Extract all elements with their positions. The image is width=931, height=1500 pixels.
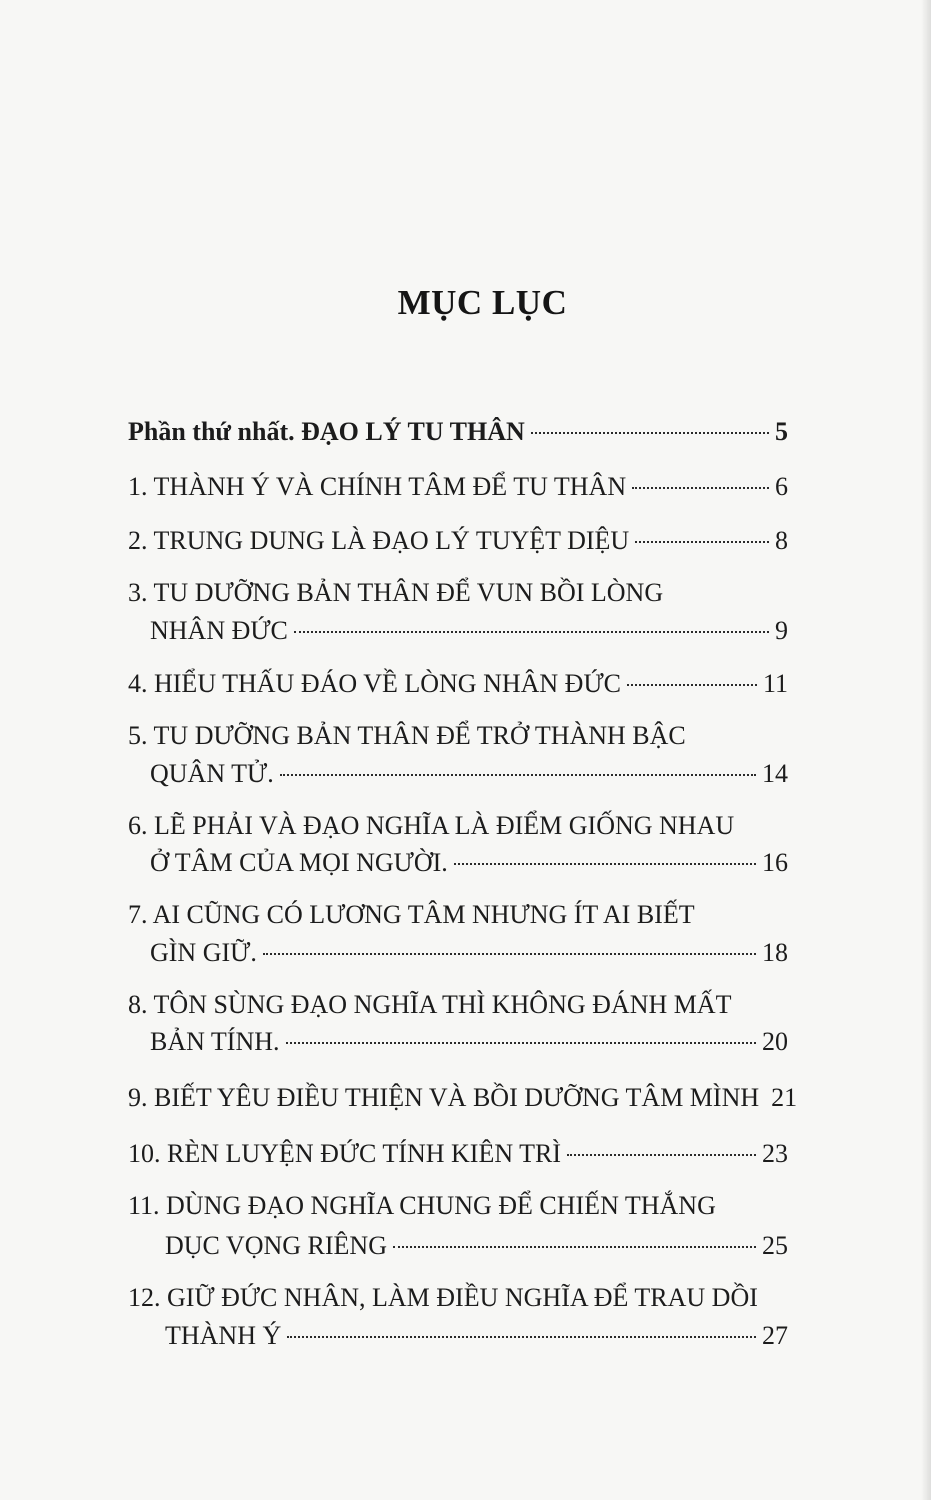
- dot-leader: [635, 541, 769, 543]
- toc-entry: [128, 1136, 788, 1172]
- toc-entry: [128, 666, 788, 702]
- toc-page-number: 27: [762, 1321, 788, 1350]
- dot-leader: [531, 432, 769, 434]
- toc-page-number: 21: [771, 1083, 798, 1112]
- toc-entry-title-line2: NHÂN ĐỨC: [150, 616, 288, 645]
- dot-leader: [393, 1246, 756, 1248]
- toc-entry-title-line1: 6. LẼ PHẢI VÀ ĐẠO NGHĨA LÀ ĐIỂM GIỐNG NHAU: [128, 811, 735, 840]
- toc-entry-title-line1: 11. DÙNG ĐẠO NGHĨA CHUNG ĐỂ CHIẾN THẮNG: [128, 1191, 716, 1220]
- toc-entry: [150, 935, 788, 971]
- toc-entry-title-line1: 3. TU DƯỠNG BẢN THÂN ĐỂ VUN BỒI LÒNG: [128, 578, 664, 607]
- toc-page-number: 8: [775, 526, 788, 555]
- toc-page-number: 6: [775, 472, 788, 501]
- toc-entry-title-line2: DỤC VỌNG RIÊNG: [165, 1231, 387, 1260]
- toc-page-number: 11: [762, 669, 788, 698]
- toc-entry-title: 1. THÀNH Ý VÀ CHÍNH TÂM ĐỂ TU THÂN: [128, 472, 627, 501]
- dot-leader: [263, 953, 756, 955]
- toc-entry-title-line2: THÀNH Ý: [165, 1321, 282, 1350]
- dot-leader: [632, 487, 769, 489]
- toc-entry: [128, 1080, 798, 1116]
- toc-page-number: 18: [762, 938, 788, 967]
- toc-page-number: 25: [762, 1231, 788, 1260]
- dot-leader: [294, 631, 769, 633]
- toc-part-heading: [128, 414, 788, 450]
- dot-leader: [287, 1336, 756, 1338]
- dot-leader: [567, 1154, 756, 1156]
- toc-entry-title-line2: QUÂN TỬ.: [150, 759, 274, 788]
- toc-page-number: 16: [762, 848, 788, 877]
- toc-entry: [128, 469, 788, 505]
- toc-entry-title-line1: 7. AI CŨNG CÓ LƯƠNG TÂM NHƯNG ÍT AI BIẾT: [128, 900, 695, 929]
- toc-entry: [150, 756, 788, 792]
- toc-entry: [150, 1024, 788, 1060]
- toc-part-label: Phần thứ nhất. ĐẠO LÝ TU THÂN: [128, 417, 525, 446]
- toc-entry: [165, 1318, 788, 1354]
- toc-entry: [165, 1228, 788, 1264]
- toc-entry-title: 10. RÈN LUYỆN ĐỨC TÍNH KIÊN TRÌ: [128, 1139, 562, 1168]
- toc-page-number: 23: [762, 1139, 788, 1168]
- toc-entry-title-line2: GÌN GIỮ.: [150, 938, 257, 967]
- toc-entry-title-line1: 5. TU DƯỠNG BẢN THÂN ĐỂ TRỞ THÀNH BẬC: [128, 721, 686, 750]
- dot-leader: [627, 684, 757, 686]
- toc-entry: [128, 523, 788, 559]
- toc-page-number: 20: [762, 1027, 788, 1056]
- dot-leader: [286, 1042, 756, 1044]
- toc-entry: [150, 613, 788, 649]
- toc-entry-title-line2: BẢN TÍNH.: [150, 1027, 280, 1056]
- toc-page-number: 9: [775, 616, 788, 645]
- toc-entry-title: 9. BIẾT YÊU ĐIỀU THIỆN VÀ BỒI DƯỠNG TÂM MÌNH: [128, 1083, 760, 1112]
- toc-page-number: 14: [762, 759, 788, 788]
- toc-entry-title: 4. HIỂU THẤU ĐÁO VỀ LÒNG NHÂN ĐỨC: [128, 669, 621, 698]
- dot-leader: [454, 863, 756, 865]
- toc-entry-title: 2. TRUNG DUNG LÀ ĐẠO LÝ TUYỆT DIỆU: [128, 526, 630, 555]
- toc-page-number: 5: [775, 417, 788, 446]
- toc-entry: [150, 845, 788, 881]
- dot-leader: [280, 774, 756, 776]
- page-title: MỤC LỤC: [397, 283, 568, 322]
- toc-entry-title-line1: 8. TÔN SÙNG ĐẠO NGHĨA THÌ KHÔNG ĐÁNH MẤT: [128, 990, 732, 1019]
- toc-entry-title-line1: 12. GIỮ ĐỨC NHÂN, LÀM ĐIỀU NGHĨA ĐỂ TRAU DỒI: [128, 1283, 758, 1312]
- toc-entry-title-line2: Ở TÂM CỦA MỌI NGƯỜI.: [150, 848, 448, 877]
